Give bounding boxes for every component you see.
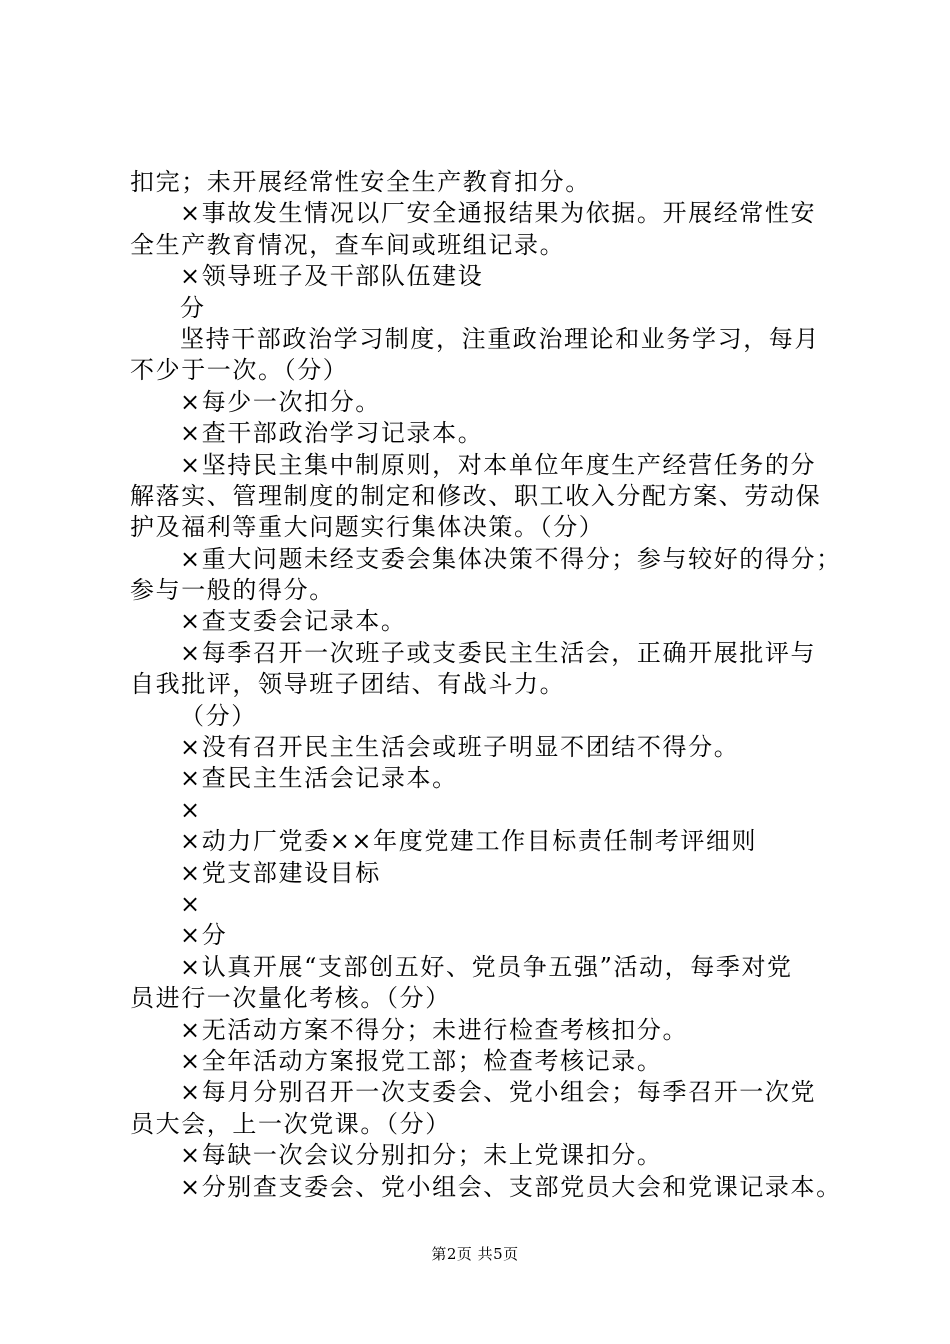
text-line: 解落实、管理制度的制定和修改、职工收入分配方案、劳动保 [130, 481, 822, 510]
text-line: ×分别查支委会、党小组会、支部党员大会和党课记录本。 [180, 1172, 842, 1201]
text-line: ×查干部政治学习记录本。 [180, 419, 484, 448]
text-line: ×分 [180, 921, 228, 950]
text-line: ×认真开展“支部创五好、党员争五强”活动，每季对党 [180, 952, 793, 981]
document-body [130, 167, 850, 1203]
text-line: 分 [180, 293, 206, 322]
text-line: ×每缺一次会议分别扣分；未上党课扣分。 [180, 1141, 663, 1170]
text-line: 扣完；未开展经常性安全生产教育扣分。 [130, 168, 591, 196]
document-title: ×动力厂党委××年度党建工作目标责任制考评细则 [180, 827, 758, 856]
section-heading: ×党支部建设目标 [180, 858, 381, 887]
text-line: 员进行一次量化考核。（分） [130, 984, 451, 1013]
text-line: ×事故发生情况以厂安全通报结果为依据。开展经常性安 [180, 199, 817, 228]
text-line: ×每月分别召开一次支委会、党小组会；每季召开一次党 [180, 1078, 817, 1107]
text-line: ×坚持民主集中制原则，对本单位年度生产经营任务的分 [180, 450, 817, 479]
text-line: ×无活动方案不得分；未进行检查考核扣分。 [180, 1015, 689, 1044]
text-line: 不少于一次。（分） [130, 356, 349, 385]
page-number-footer: 第2页 共5页 [431, 1245, 519, 1263]
text-line: 员大会，上一次党课。（分） [130, 1109, 451, 1138]
text-line: 坚持干部政治学习制度，注重政治理论和业务学习，每月 [180, 324, 820, 353]
text-line: ×查民主生活会记录本。 [180, 764, 458, 793]
text-line: 参与一般的得分。 [130, 576, 335, 605]
text-line: 护及福利等重大问题实行集体决策。（分） [130, 513, 605, 542]
section-heading: ×领导班子及干部队伍建设 [180, 262, 484, 291]
text-line: ×重大问题未经支委会集体决策不得分；参与较好的得分； [180, 544, 842, 573]
text-line: ×查支委会记录本。 [180, 607, 407, 636]
text-line: ×没有召开民主生活会或班子明显不团结不得分。 [180, 733, 740, 762]
text-line: 自我批评，领导班子团结、有战斗力。 [130, 670, 566, 699]
text-line: ×每季召开一次班子或支委民主生活会，正确开展批评与 [180, 638, 817, 667]
text-line: ×每少一次扣分。 [180, 387, 381, 416]
text-line: （分） [180, 701, 257, 730]
text-line: 全生产教育情况，查车间或班组记录。 [130, 230, 566, 259]
text-line: ×全年活动方案报党工部；检查考核记录。 [180, 1046, 663, 1075]
text-line: × [180, 795, 202, 824]
text-line: × [180, 889, 202, 918]
